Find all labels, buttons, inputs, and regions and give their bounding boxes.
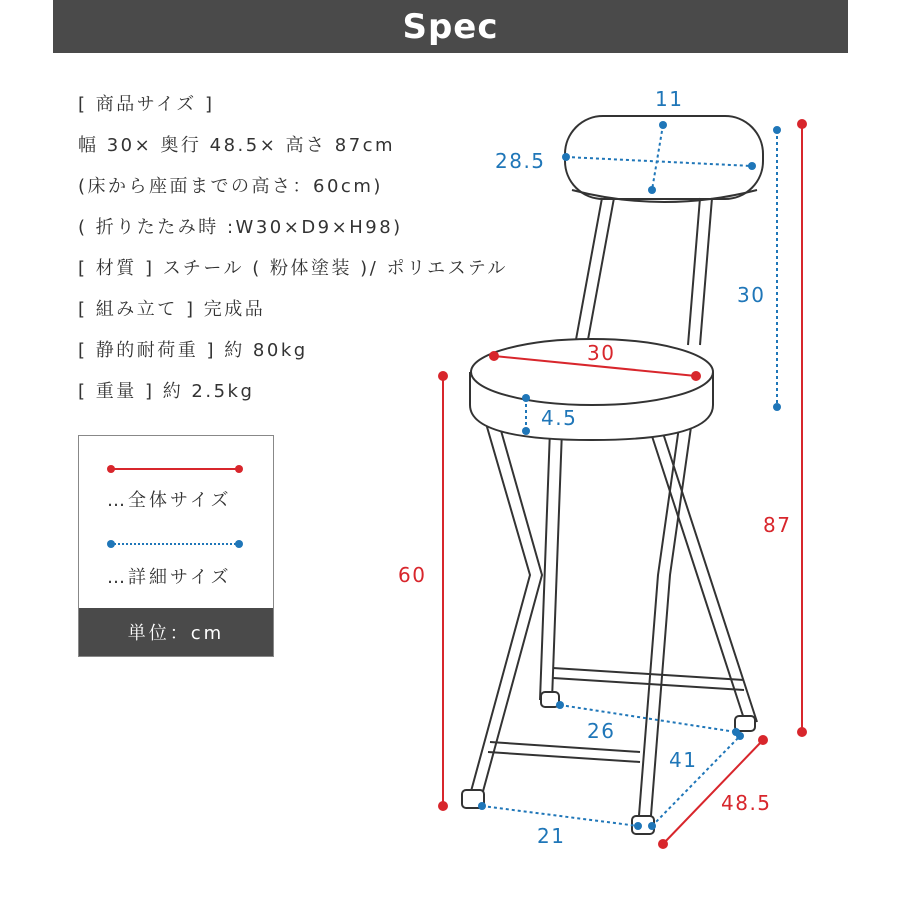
spec-seat-height: (床から座面までの高さ：60cm) bbox=[78, 176, 383, 197]
label-front-foot-width: 21 bbox=[537, 824, 566, 848]
legend-detail-label: …詳細サイズ bbox=[107, 567, 232, 588]
spec-weight: [ 重量 ] 約 2.5kg bbox=[78, 381, 255, 402]
dim-dot bbox=[648, 186, 656, 194]
spec-material: [ 材質 ] スチール ( 粉体塗装 )/ ポリエステル bbox=[78, 258, 508, 279]
label-seat-thickness: 4.5 bbox=[541, 406, 578, 430]
front-foot-width-line bbox=[482, 806, 638, 826]
dim-dot bbox=[759, 736, 767, 744]
spec-folded-size: ( 折りたたみ時 :W30×D9×H98) bbox=[78, 217, 403, 238]
label-depth-outer: 48.5 bbox=[721, 791, 772, 815]
dim-dot bbox=[798, 120, 806, 128]
label-rear-foot-width: 26 bbox=[587, 719, 616, 743]
unit-label: 単位：cm bbox=[79, 608, 273, 656]
dim-dot bbox=[562, 153, 570, 161]
dim-dot bbox=[634, 822, 642, 830]
dimension-labels bbox=[398, 87, 791, 848]
dim-dot bbox=[773, 403, 781, 411]
dim-dot bbox=[478, 802, 486, 810]
dim-dot bbox=[556, 701, 564, 709]
dim-dot bbox=[522, 427, 530, 435]
dim-dot bbox=[798, 728, 806, 736]
dim-dot bbox=[490, 352, 498, 360]
rear-leg-left bbox=[540, 430, 562, 700]
label-backrest-height: 28.5 bbox=[495, 149, 546, 173]
label-back-height: 30 bbox=[737, 283, 766, 307]
spec-heading: [ 商品サイズ ] bbox=[78, 94, 215, 115]
dim-dot bbox=[648, 822, 656, 830]
spec-assembly: [ 組み立て ] 完成品 bbox=[78, 299, 266, 320]
spec-dimensions: 幅 30× 奥行 48.5× 高さ 87cm bbox=[78, 135, 396, 156]
banner-title: Spec bbox=[402, 6, 499, 47]
dim-dot bbox=[736, 732, 744, 740]
back-post-right bbox=[688, 198, 712, 345]
dim-dot bbox=[692, 372, 700, 380]
overall-dimensions bbox=[439, 120, 806, 848]
front-crossbar bbox=[488, 742, 640, 762]
dim-dot bbox=[522, 394, 530, 402]
dim-dot bbox=[439, 372, 447, 380]
label-side-depth: 41 bbox=[669, 748, 698, 772]
dim-dot bbox=[659, 840, 667, 848]
label-seat-height: 60 bbox=[398, 563, 427, 587]
detail-dimensions bbox=[482, 125, 777, 826]
back-post-left bbox=[575, 198, 614, 345]
dim-dot bbox=[748, 162, 756, 170]
label-backrest-width: 11 bbox=[655, 87, 684, 111]
legend-overall-label: …全体サイズ bbox=[107, 490, 232, 511]
dim-dot bbox=[439, 802, 447, 810]
label-total-height: 87 bbox=[763, 513, 792, 537]
front-leg-left bbox=[470, 420, 542, 795]
label-seat-width: 30 bbox=[587, 341, 616, 365]
dim-dot bbox=[773, 126, 781, 134]
spec-load-capacity: [ 静的耐荷重 ] 約 80kg bbox=[78, 340, 308, 361]
dim-dot bbox=[659, 121, 667, 129]
